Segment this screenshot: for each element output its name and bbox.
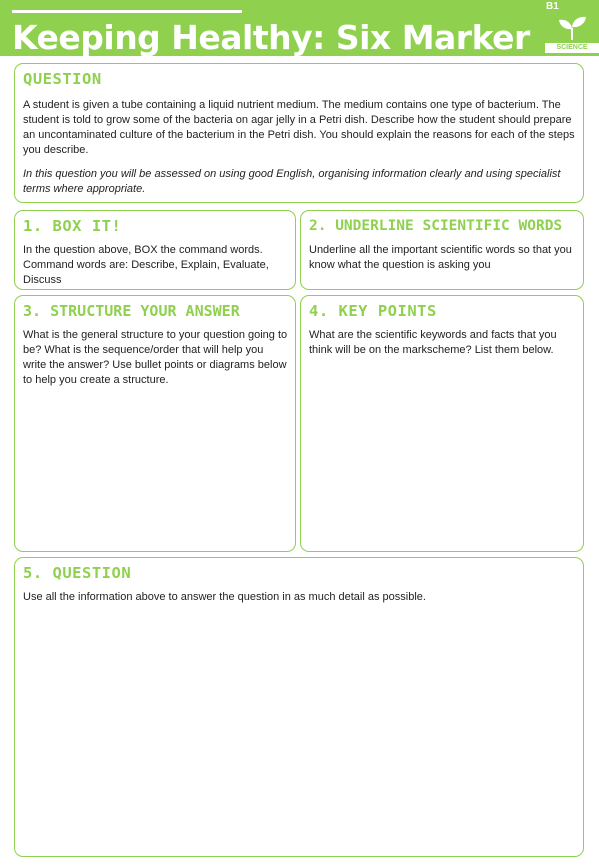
leaf-logo-icon — [557, 16, 587, 40]
question-box — [14, 63, 584, 203]
header-rule — [12, 10, 242, 13]
page-header — [0, 0, 599, 56]
answer-section[interactable] — [14, 557, 584, 857]
structure-heading: 3. STRUCTURE YOUR ANSWER — [23, 302, 240, 320]
box-it-text: In the question above, BOX the command words. Command words are: Describe, Explain, Evaluate, Discuss — [23, 244, 269, 286]
key-points-text: What are the scientific keywords and facts that you think will be on the markscheme? List them below. — [309, 329, 557, 356]
question-body — [23, 98, 577, 197]
key-points-heading: 4. KEY POINTS — [309, 302, 437, 320]
box-it-heading: 1. BOX IT! — [23, 217, 122, 235]
assessment-note: In this question you will be assessed on using good English, organising information clearly and using specialist terms where appropriate. — [23, 168, 561, 195]
science-badge: SCIENCE — [545, 43, 599, 53]
underline-text: Underline all the important scientific words so that you know what the question is asking you — [309, 244, 572, 271]
key-points-section[interactable] — [300, 295, 584, 552]
answer-text: Use all the information above to answer the question in as much detail as possible. — [23, 591, 426, 603]
box-it-section — [14, 210, 296, 290]
answer-heading: 5. QUESTION — [23, 564, 132, 582]
question-heading: QUESTION — [23, 70, 102, 88]
structure-section[interactable] — [14, 295, 296, 552]
unit-code: B1 — [546, 1, 559, 12]
underline-section — [300, 210, 584, 290]
underline-heading: 2. UNDERLINE SCIENTIFIC WORDS — [309, 218, 563, 234]
structure-text: What is the general structure to your question going to be? What is the sequence/order that will help you write the answer? Use bullet points or diagrams below to help you create a structure. — [23, 329, 288, 386]
page-title: Keeping Healthy: Six Marker — [12, 18, 530, 57]
question-text: A student is given a tube containing a liquid nutrient medium. The medium contains one type of bacterium. The student is told to grow some of the bacteria on agar jelly in a Petri dish. Describe how the student should prepare an uncontaminated culture of the bacterium in the Petri dish. You should explain the reasons for each of the steps you describe. — [23, 99, 575, 156]
